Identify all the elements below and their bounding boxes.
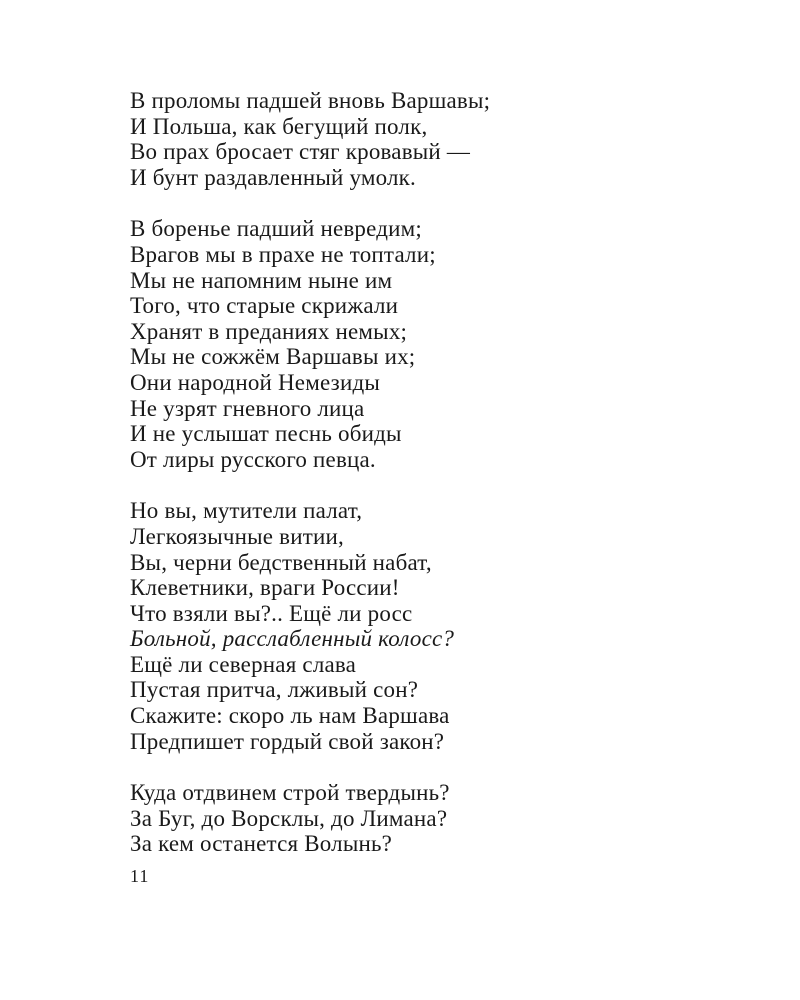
poem-line: В боренье падший невредим;	[130, 216, 422, 242]
poem-line: Хранят в преданиях немых;	[130, 318, 408, 344]
poem-line: Куда отдвинем строй твердынь?	[130, 780, 450, 806]
poem-line: В проломы падшей вновь Варшавы;	[130, 88, 491, 113]
poem-line: И бунт раздавленный умолк.	[130, 164, 417, 190]
poem-line: Клеветники, враги России!	[130, 575, 400, 601]
poem-text	[130, 88, 730, 883]
stanza	[130, 88, 730, 190]
page-number: 11	[130, 866, 150, 886]
poem-line: Пустая притча, лживый сон?	[130, 677, 419, 703]
poem-line: Мы не сожжём Варшавы их;	[130, 344, 416, 370]
poem-line: Того, что старые скрижали	[130, 293, 399, 319]
poem-line: Вы, черни бедственный набат,	[130, 549, 432, 575]
poem-line: И Польша, как бегущий полк,	[130, 113, 428, 139]
poem-line: Во прах бросает стяг кровавый —	[130, 139, 471, 165]
poem-line: Мы не напомним ныне им	[130, 267, 393, 293]
stanza	[130, 216, 730, 472]
poem-line: Ещё ли северная слава	[130, 651, 357, 677]
poem-line: Что взяли вы?.. Ещё ли росс	[130, 600, 413, 626]
poem-line: Они народной Немезиды	[130, 369, 381, 395]
poem-line: Но вы, мутители палат,	[130, 498, 363, 524]
poem-line: Не узрят гневного лица	[130, 395, 365, 421]
poem-line: Предпишет гордый свой закон?	[130, 728, 445, 754]
stanza	[130, 498, 730, 754]
poem-line: Скажите: скоро ль нам Варшава	[130, 703, 450, 729]
poem-line: Врагов мы в прахе не топтали;	[130, 241, 436, 267]
poem-line: И не услышат песнь обиды	[130, 421, 402, 447]
poem-line: Больной, расслабленный колосс?	[130, 626, 455, 652]
poem-line: За Буг, до Ворсклы, до Лимана?	[130, 805, 448, 831]
poem-line: Легкоязычные витии,	[130, 523, 344, 549]
stanza	[130, 780, 730, 857]
poem-line: За кем останется Волынь?	[130, 831, 393, 857]
poem-line: От лиры русского певца.	[130, 446, 376, 472]
